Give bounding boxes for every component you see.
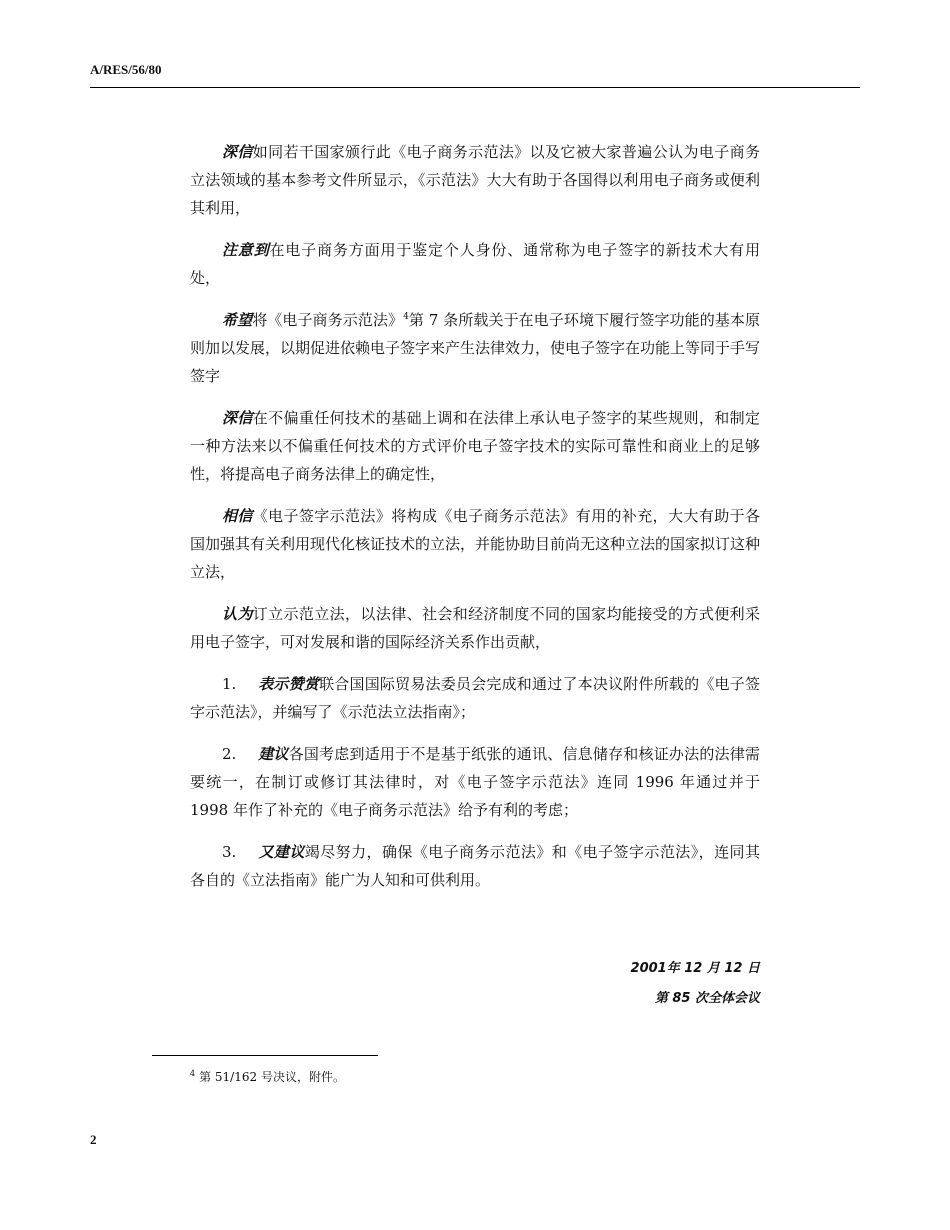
footnote-rule bbox=[152, 1055, 378, 1056]
paragraph-convinced-2 bbox=[190, 404, 760, 488]
paragraph-keyword: 建议 bbox=[258, 745, 289, 763]
signature-meeting: 第 85 次全体会议 bbox=[654, 991, 760, 1006]
paragraph-text: 第 7 条所载关于在电子环境下履行签字功能的基本原则加以发展，以期促进依赖电子签字来产生法律效力，使电子签字在功能上等同于手写签字 bbox=[190, 311, 761, 385]
paragraph-noting bbox=[190, 236, 760, 292]
paragraph-keyword: 注意到 bbox=[222, 241, 270, 259]
paragraph-text: 竭尽努力，确保《电子商务示范法》和《电子签字示范法》，连同其各自的《立法指南》能广为人知和可供利用。 bbox=[190, 843, 760, 889]
paragraph-keyword: 希望 bbox=[222, 311, 253, 329]
footnote bbox=[190, 1068, 345, 1085]
paragraph-text: 在电子商务方面用于鉴定个人身份、通常称为电子签字的新技术大有用处， bbox=[190, 241, 760, 287]
paragraph-text: 各国考虑到适用于不是基于纸张的通讯、信息储存和核证办法的法律需要统一，在制订或修订其法律时，对《电子签字示范法》连同 1996 年通过并于 1998 年作了补充的《电子商务示范法》给予有利的考虑； bbox=[190, 745, 760, 819]
paragraph-text: 在不偏重任何技术的基础上调和在法律上承认电子签字的某些规则，和制定一种方法来以不偏重任何技术的方式评价电子签字技术的实际可靠性和商业上的足够性，将提高电子商务法律上的确定性， bbox=[190, 409, 760, 483]
paragraph-desiring bbox=[190, 306, 760, 390]
footnote-marker: 4 bbox=[190, 1069, 196, 1078]
header-rule bbox=[90, 87, 860, 88]
page-number: 2 bbox=[90, 1132, 97, 1147]
paragraph-text: 联合国国际贸易法委员会完成和通过了本决议附件所载的《电子签字示范法》，并编写了《示范法立法指南》； bbox=[190, 675, 760, 721]
operative-paragraph-2 bbox=[190, 740, 760, 824]
paragraph-keyword: 又建议 bbox=[258, 843, 305, 861]
paragraph-number: 2. bbox=[222, 745, 237, 763]
footnote-reference: 4 bbox=[403, 312, 409, 322]
paragraph-text: 如同若干国家颁行此《电子商务示范法》以及它被大家普遍公认为电子商务立法领域的基本参考文件所显示，《示范法》大大有助于各国得以利用电子商务或便利其利用， bbox=[190, 143, 760, 217]
paragraph-text: 将《电子商务示范法》 bbox=[252, 311, 404, 329]
paragraph-number: 1. bbox=[222, 675, 237, 693]
paragraph-text: 订立示范立法，以法律、社会和经济制度不同的国家均能接受的方式便利采用电子签字，可对发展和谐的国际经济关系作出贡献， bbox=[190, 605, 760, 651]
signature-date: 2001年 12 月 12 日 bbox=[630, 961, 760, 976]
paragraph-believing bbox=[190, 502, 760, 586]
operative-paragraph-3 bbox=[190, 838, 760, 894]
operative-paragraph-1 bbox=[190, 670, 760, 726]
paragraph-keyword: 深信 bbox=[222, 409, 253, 427]
resolution-body bbox=[190, 138, 760, 908]
footnote-text: 第 51/162 号决议，附件。 bbox=[199, 1070, 345, 1084]
paragraph-keyword: 认为 bbox=[222, 605, 253, 623]
paragraph-number: 3. bbox=[222, 843, 237, 861]
paragraph-keyword: 深信 bbox=[222, 143, 253, 161]
paragraph-convinced-1 bbox=[190, 138, 760, 222]
paragraph-considering bbox=[190, 600, 760, 656]
paragraph-keyword: 相信 bbox=[222, 507, 253, 525]
document-symbol: A/RES/56/80 bbox=[90, 62, 162, 77]
paragraph-text: 《电子签字示范法》将构成《电子商务示范法》有用的补充，大大有助于各国加强其有关利用现代化核证技术的立法，并能协助目前尚无这种立法的国家拟订这种立法， bbox=[190, 507, 761, 581]
paragraph-keyword: 表示赞赏 bbox=[258, 675, 320, 693]
